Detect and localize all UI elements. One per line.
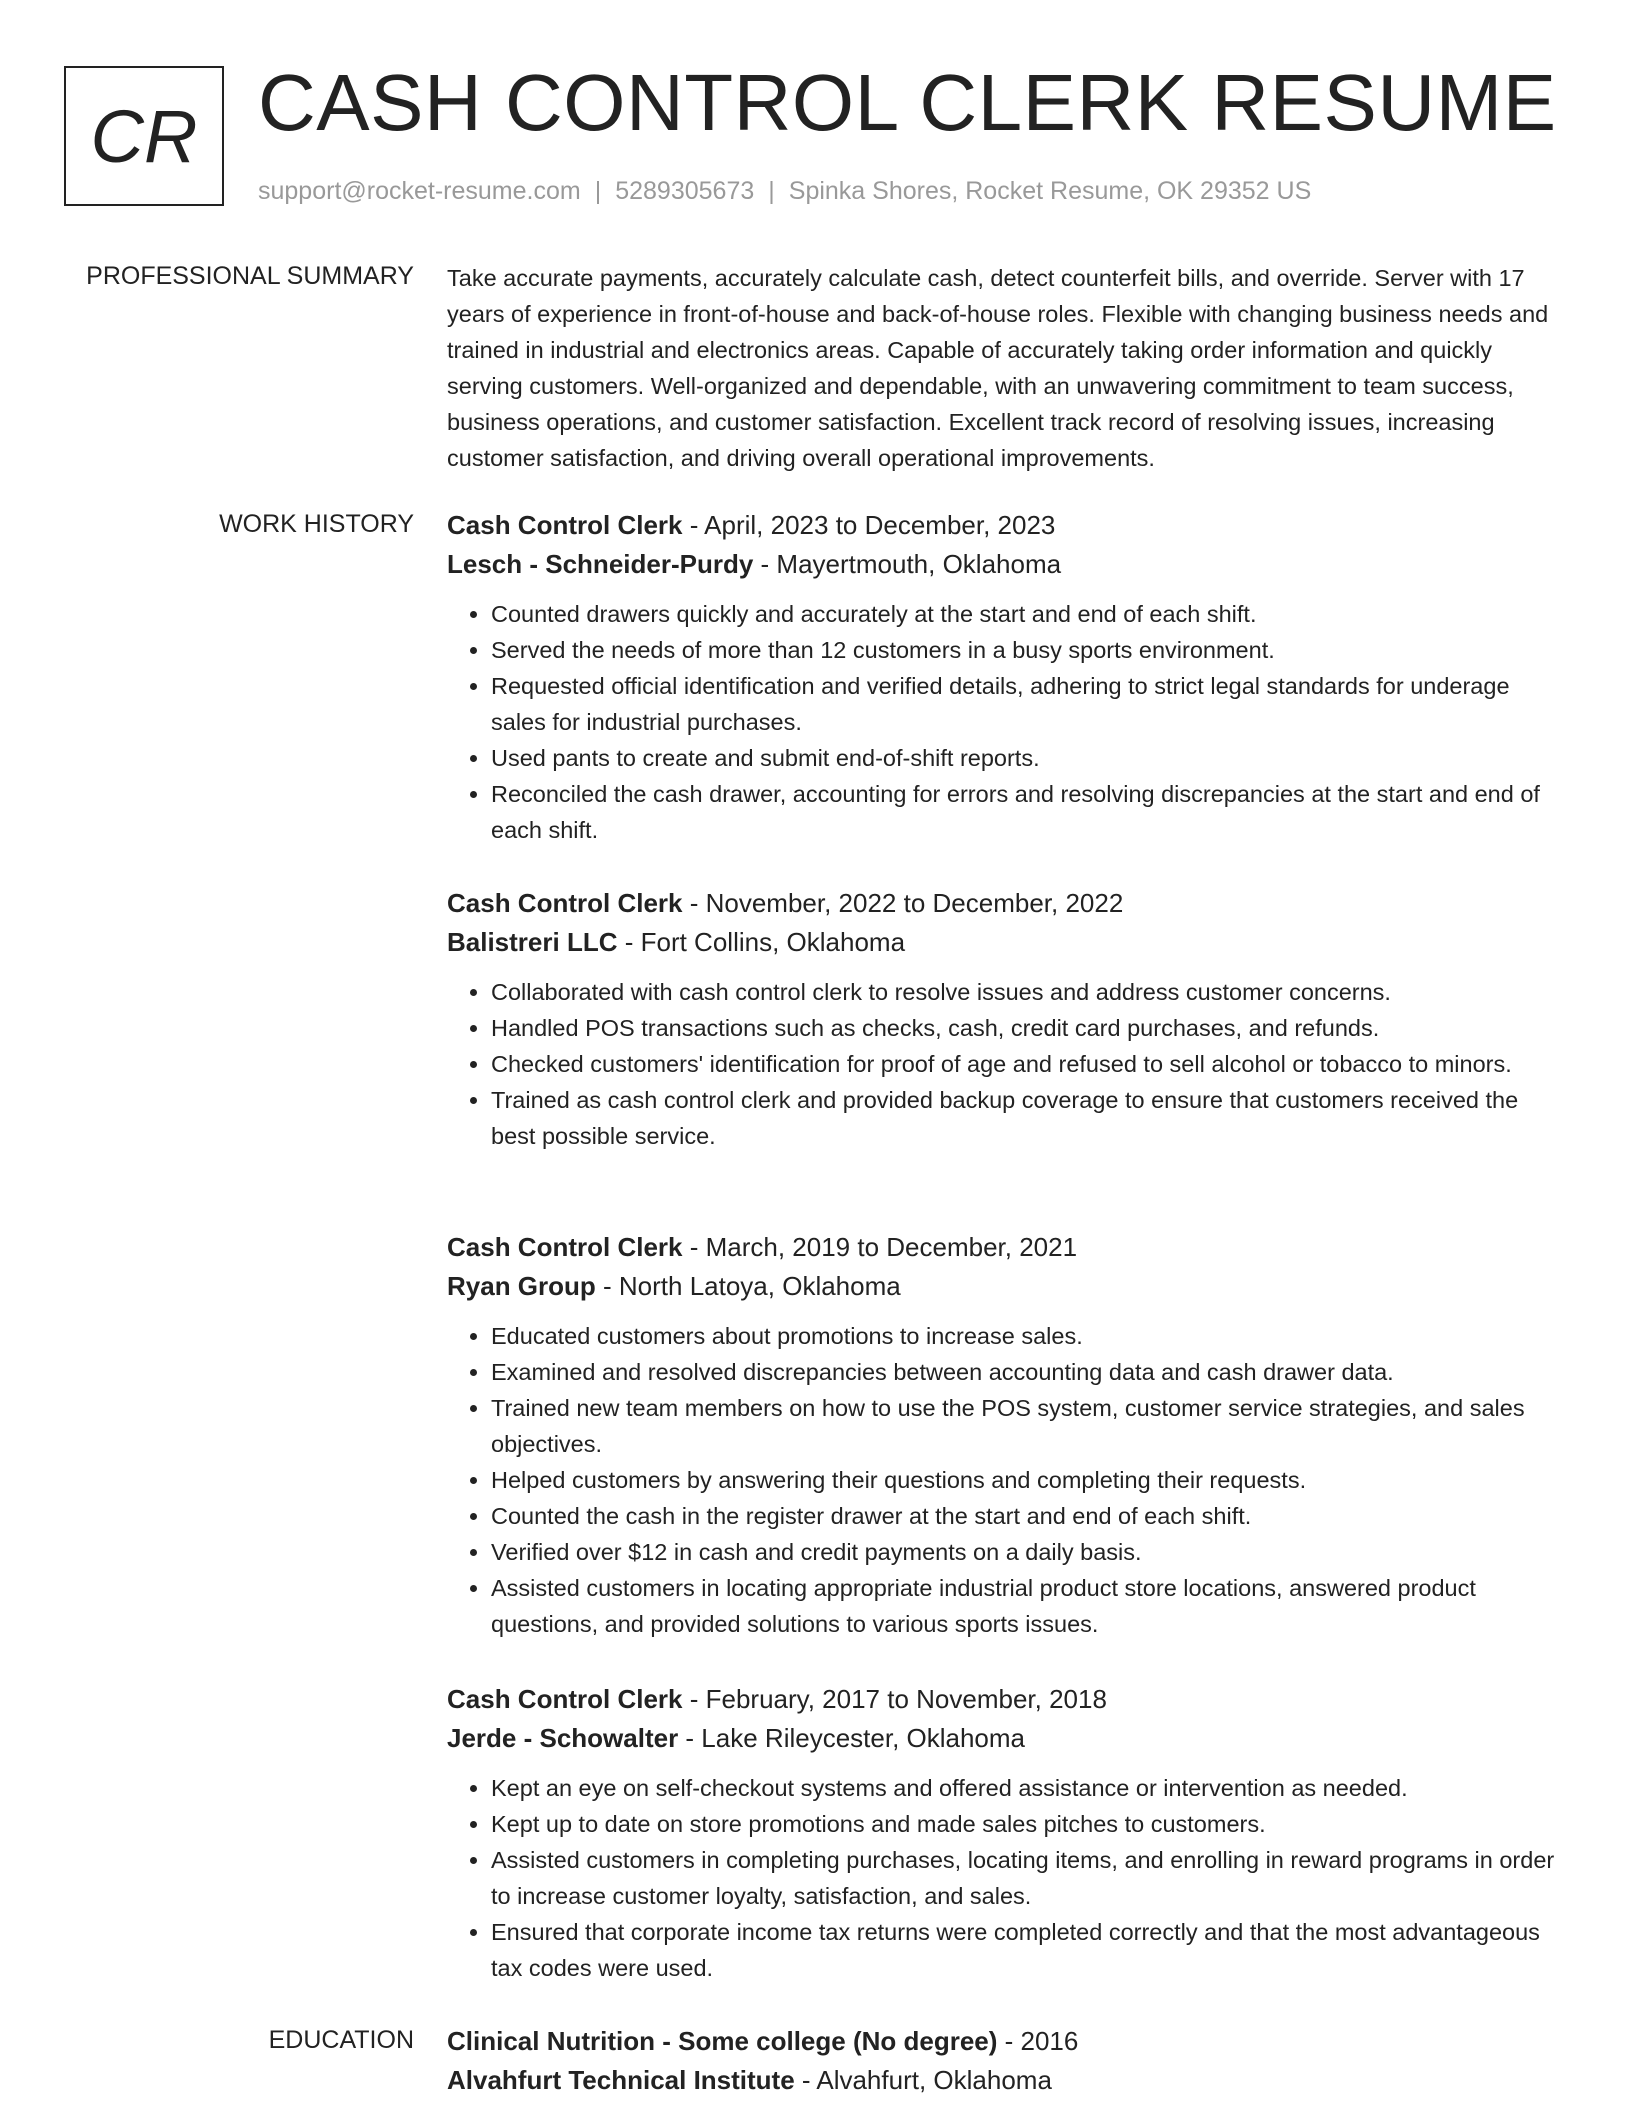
job-bullets xyxy=(447,1770,1567,1986)
job-bullets xyxy=(447,974,1567,1154)
job-company: Jerde - Schowalter xyxy=(447,1723,679,1753)
contact-separator: | xyxy=(594,177,602,205)
contact-email[interactable]: support@rocket-resume.com xyxy=(258,177,581,205)
job-bullet: • Checked customers' identification for proof of age and refused to sell alcohol or tobacco to minors. xyxy=(491,1046,1567,1082)
section-label-summary: PROFESSIONAL SUMMARY xyxy=(86,262,414,290)
job-title-line xyxy=(447,1680,1567,1719)
job-title-line xyxy=(447,506,1567,545)
job-title-line xyxy=(447,884,1567,923)
section-label-work-history: WORK HISTORY xyxy=(219,510,414,538)
job-bullet: • Kept up to date on store promotions and made sales pitches to customers. xyxy=(491,1806,1567,1842)
job-bullet: • Helped customers by answering their questions and completing their requests. xyxy=(491,1462,1567,1498)
job-bullet: • Assisted customers in completing purchases, locating items, and enrolling in reward programs in order to increase customer loyalty, satisfaction, and sales. xyxy=(491,1842,1567,1914)
job-company: Balistreri LLC xyxy=(447,927,618,957)
job-bullet: • Reconciled the cash drawer, accounting for errors and resolving discrepancies at the start and end of each shift. xyxy=(491,776,1567,848)
job-bullet: • Trained new team members on how to use the POS system, customer service strategies, and sales objectives. xyxy=(491,1390,1567,1462)
job-location: - Fort Collins, Oklahoma xyxy=(617,927,906,957)
contact-address: Spinka Shores, Rocket Resume, OK 29352 US xyxy=(788,177,1312,205)
job-bullet: • Counted the cash in the register drawer at the start and end of each shift. xyxy=(491,1498,1567,1534)
job-entry xyxy=(447,884,1567,1154)
job-dates: - March, 2019 to December, 2021 xyxy=(682,1232,1078,1262)
resume-header xyxy=(0,0,1632,230)
job-bullet: • Collaborated with cash control clerk to resolve issues and address customer concerns. xyxy=(491,974,1567,1010)
education-location: - Alvahfurt, Oklahoma xyxy=(794,2065,1052,2095)
job-bullet: • Handled POS transactions such as checks, cash, credit card purchases, and refunds. xyxy=(491,1010,1567,1046)
job-entry xyxy=(447,1680,1567,1986)
contact-phone: 5289305673 xyxy=(615,177,755,205)
summary-text: Take accurate payments, accurately calculate cash, detect counterfeit bills, and override. Server with 17 years of experience in front-of-house and back-of-house roles. Flexible with changing business needs and trained in industrial and electronics areas. Capable of accurately taking order information and quickly serving customers. Well-organized and dependable, with an unwavering commitment to team success, business operations, and customer satisfaction. Excellent track record of resolving issues, increasing customer satisfaction, and driving overall operational improvements. xyxy=(447,265,1549,471)
section-label-education: EDUCATION xyxy=(268,2026,414,2054)
education-school: Alvahfurt Technical Institute xyxy=(447,2065,795,2095)
job-location: - North Latoya, Oklahoma xyxy=(595,1271,901,1301)
job-company-line xyxy=(447,1267,1567,1306)
job-bullet: • Kept an eye on self-checkout systems and offered assistance or intervention as needed. xyxy=(491,1770,1567,1806)
job-bullet: • Verified over $12 in cash and credit payments on a daily basis. xyxy=(491,1534,1567,1570)
job-dates: - November, 2022 to December, 2022 xyxy=(682,888,1124,918)
job-company-line xyxy=(447,1719,1567,1758)
job-title: Cash Control Clerk xyxy=(447,510,683,540)
education-degree-line xyxy=(447,2022,1567,2061)
job-bullet: • Trained as cash control clerk and provided backup coverage to ensure that customers received the best possible service. xyxy=(491,1082,1567,1154)
job-bullet: • Served the needs of more than 12 customers in a busy sports environment. xyxy=(491,632,1567,668)
job-bullet: • Requested official identification and verified details, adhering to strict legal standards for underage sales for industrial purchases. xyxy=(491,668,1567,740)
job-title: Cash Control Clerk xyxy=(447,1232,683,1262)
education-school-line xyxy=(447,2061,1567,2100)
contact-line xyxy=(258,174,1311,208)
job-entry xyxy=(447,506,1567,848)
job-company: Ryan Group xyxy=(447,1271,596,1301)
job-bullet: • Counted drawers quickly and accurately at the start and end of each shift. xyxy=(491,596,1567,632)
job-dates: - February, 2017 to November, 2018 xyxy=(682,1684,1107,1714)
job-bullet: • Examined and resolved discrepancies between accounting data and cash drawer data. xyxy=(491,1354,1567,1390)
job-title: Cash Control Clerk xyxy=(447,1684,683,1714)
job-entry xyxy=(447,1228,1567,1642)
contact-separator: | xyxy=(768,177,775,205)
job-bullets xyxy=(447,1318,1567,1642)
job-bullet: • Educated customers about promotions to increase sales. xyxy=(491,1318,1567,1354)
job-location: - Lake Rileycester, Oklahoma xyxy=(678,1723,1026,1753)
job-company-line xyxy=(447,923,1567,962)
job-location: - Mayertmouth, Oklahoma xyxy=(753,549,1062,579)
job-title-line xyxy=(447,1228,1567,1267)
education-year: - 2016 xyxy=(997,2026,1079,2056)
job-company: Lesch - Schneider-Purdy xyxy=(447,549,754,579)
education-degree: Clinical Nutrition - Some college (No degree) xyxy=(447,2026,998,2056)
monogram-badge: CR xyxy=(64,66,224,206)
job-title: Cash Control Clerk xyxy=(447,888,683,918)
job-bullets xyxy=(447,596,1567,848)
resume-title: CASH CONTROL CLERK RESUME xyxy=(258,58,1557,147)
job-company-line xyxy=(447,545,1567,584)
job-bullet: • Used pants to create and submit end-of-shift reports. xyxy=(491,740,1567,776)
job-dates: - April, 2023 to December, 2023 xyxy=(682,510,1056,540)
job-bullet: • Ensured that corporate income tax returns were completed correctly and that the most advantageous tax codes were used. xyxy=(491,1914,1567,1986)
job-bullet: • Assisted customers in locating appropriate industrial product store locations, answered product questions, and provided solutions to various sports issues. xyxy=(491,1570,1567,1642)
